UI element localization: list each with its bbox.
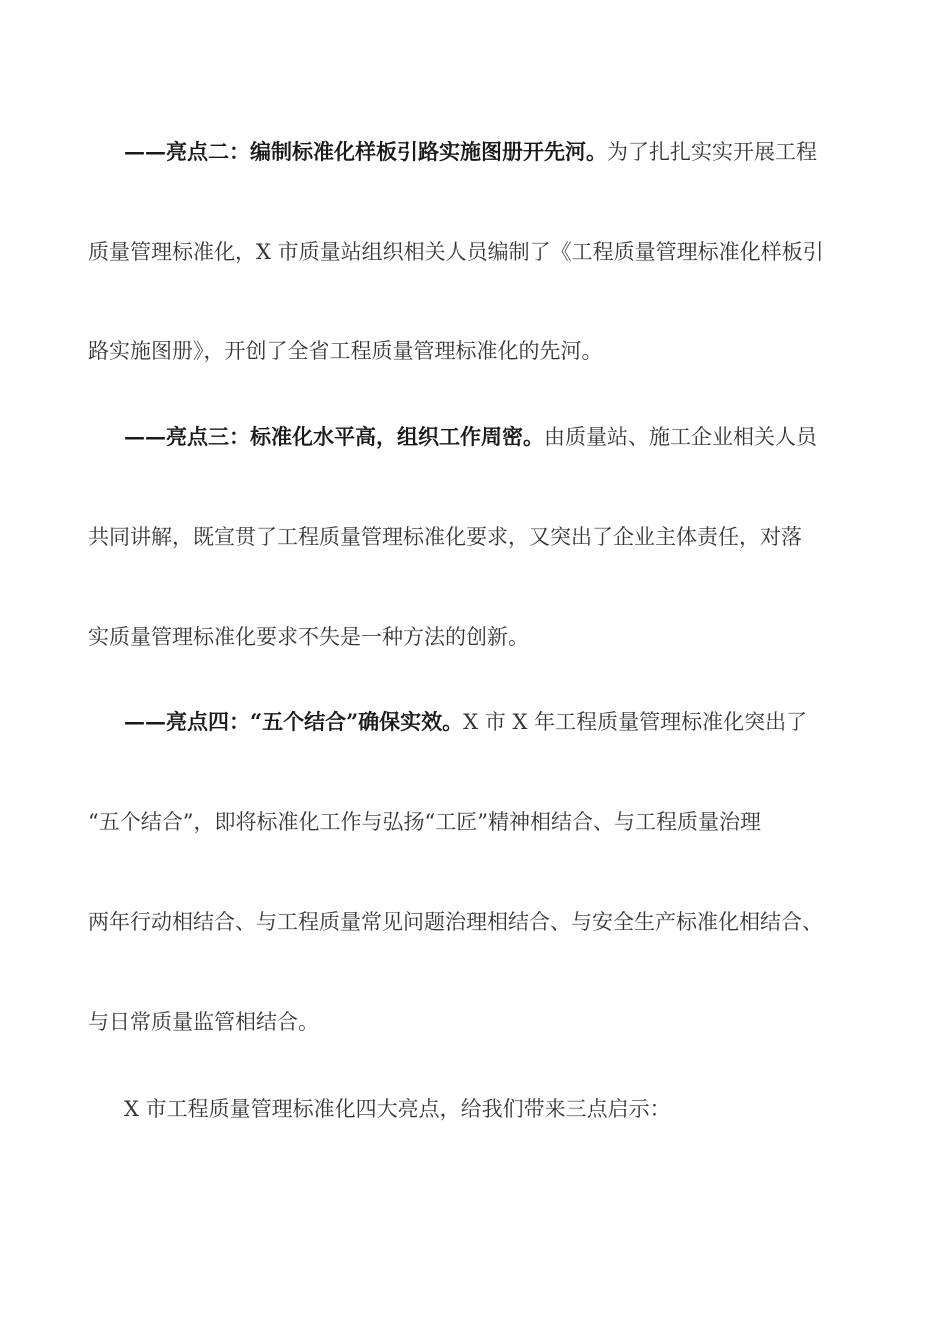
highlight-four-heading: ——亮点四：“五个结合”确保实效。 bbox=[124, 709, 464, 734]
paragraph-highlight-three-line-3: 实质量管理标准化要求不失是一种方法的创新。 bbox=[88, 625, 529, 649]
paragraph-highlight-three-line-2: 共同讲解，既宣贯了工程质量管理标准化要求，又突出了企业主体责任，对落 bbox=[88, 525, 802, 549]
paragraph-highlight-three-line-1 bbox=[124, 422, 817, 452]
paragraph-summary-line-1: X 市工程质量管理标准化四大亮点，给我们带来三点启示： bbox=[124, 1097, 671, 1121]
highlight-four-text: X 市 X 年工程质量管理标准化突出了 bbox=[463, 710, 808, 734]
highlight-three-text: 由质量站、施工企业相关人员 bbox=[544, 425, 817, 449]
paragraph-highlight-four-line-3: 两年行动相结合、与工程质量常见问题治理相结合、与安全生产标准化相结合、 bbox=[88, 910, 823, 934]
paragraph-highlight-two-line-1 bbox=[124, 137, 817, 167]
paragraph-highlight-four-line-2: “五个结合”，即将标准化工作与弘扬“工匠”精神相结合、与工程质量治理 bbox=[88, 810, 761, 834]
paragraph-highlight-two-line-2: 质量管理标准化，X 市质量站组织相关人员编制了《工程质量管理标准化样板引 bbox=[88, 240, 824, 264]
paragraph-highlight-four-line-1 bbox=[124, 707, 807, 737]
highlight-two-heading: ——亮点二：编制标准化样板引路实施图册开先河。 bbox=[124, 139, 607, 164]
paragraph-highlight-four-line-4: 与日常质量监管相结合。 bbox=[88, 1010, 319, 1034]
paragraph-highlight-two-line-3: 路实施图册》，开创了全省工程质量管理标准化的先河。 bbox=[88, 339, 603, 363]
highlight-two-text: 为了扎扎实实开展工程 bbox=[607, 140, 817, 164]
highlight-three-heading: ——亮点三：标准化水平高，组织工作周密。 bbox=[124, 424, 544, 449]
